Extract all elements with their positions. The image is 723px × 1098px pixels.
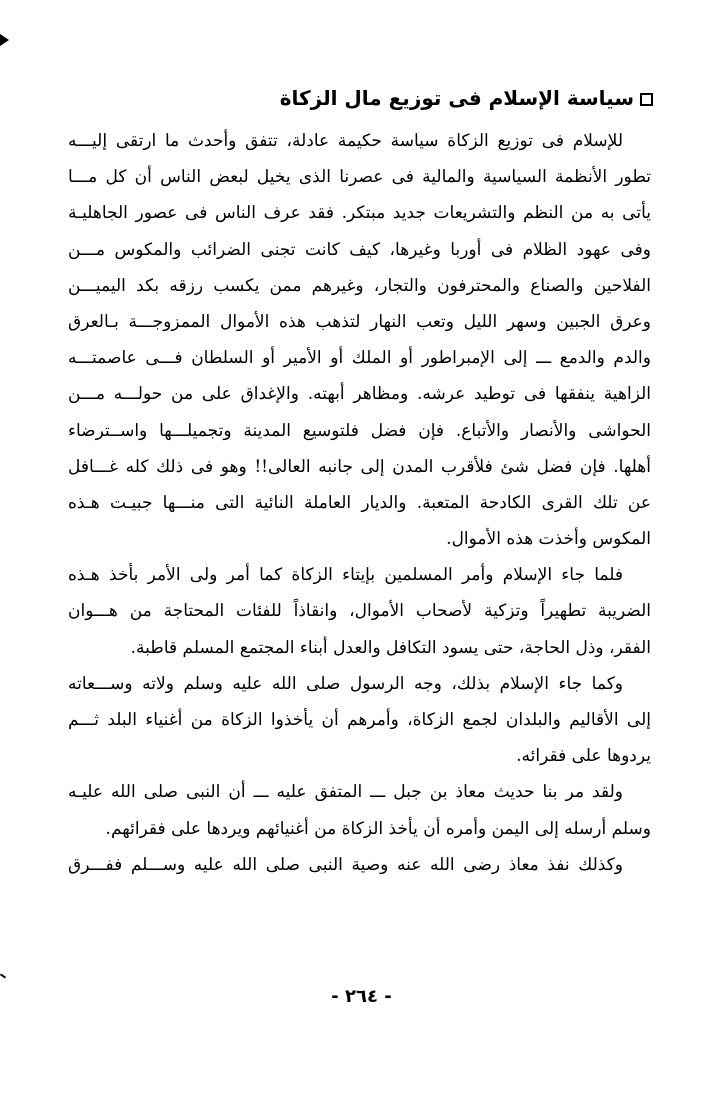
text-line: والدم والدمع ـــ إلى الإمبراطور أو الملك أو الأمير أو السلطان فـــى عاصمتـــه	[68, 348, 651, 369]
text-line: يأتى به من النظم والتشريعات جديد مبتكر. فقد عرف الناس فى عصور الجاهليـة	[68, 203, 651, 224]
text-line: تطور الأنظمة السياسية والمالية فى عصرنا الذى يخيل لبعض الناس أن كل مـــا	[68, 167, 651, 188]
text-line: أهلها. فإن فضل شئ فلأقرب المدن إلى جانبه العالى!! وهو فى ذلك كله غـــافل	[68, 456, 651, 477]
text-line: عن تلك القرى الكادحة المتعبة. والديار العاملة النائية التى منـــها جبيـت هـذه	[68, 492, 651, 513]
text-line: للإسلام فى توزيع الزكاة سياسة حكيمة عادلة، تتفق وأحدث ما ارتقى إليـــه	[68, 131, 623, 151]
body-text	[68, 123, 651, 883]
text-line: وفى عهود الظلام فى أوربا وغيرها، كيف كانت تجنى الضرائب والمكوس مـــن	[68, 239, 651, 260]
paragraph	[68, 557, 651, 666]
text-line: وعرق الجبين وسهر الليل وتعب النهار لتذهب هذه الأموال الممزوجـــة بـالعرق	[68, 311, 651, 332]
square-bullet-icon	[640, 93, 653, 106]
text-line: ولقد مر بنا حديث معاذ بن جبل ـــ المتفق عليه ـــ أن النبى صلى الله عليـه	[68, 782, 623, 803]
text-line: الضريبة تطهيراً وتزكية لأصحاب الأموال، وانقاذاً للفئات المحتاجة من هـــوان	[68, 601, 651, 622]
text-line: وكذلك نفذ معاذ رضى الله عنه وصية النبى صلى الله عليه وســـلم ففـــرق	[68, 854, 623, 875]
page-edge-arrow-icon	[0, 34, 9, 46]
text-line: إلى الأقاليم والبلدان لجمع الزكاة، وأمرهم أن يأخذوا الزكاة من أغنياء البلد ثـــم	[68, 710, 651, 730]
page-number: - ٢٦٤ -	[331, 986, 392, 1007]
text-line: وسلم أرسله إلى اليمن وأمره أن يأخذ الزكاة من أغنيائهم ويردها على فقرائهم.	[105, 818, 651, 839]
text-line: وكما جاء الإسلام بذلك، وجه الرسول صلى الله عليه وسلم ولاته وســـعاته	[68, 673, 623, 694]
text-line: الزاهية ينفقها فى توطيد عرشه. ومظاهر أبهته. والإغداق على من حولـــه مـــن	[68, 384, 651, 405]
section-heading	[70, 84, 653, 112]
text-line: المكوس وأخذت هذه الأموال.	[446, 529, 651, 550]
text-line: الفلاحين والصناع والمحترفون والتجار، وغيرهم ممن يكسب رزقه بكد اليميـــن	[68, 275, 651, 296]
paragraph	[68, 123, 651, 557]
text-line: الحواشى والأنصار والأتباع. فإن فضل فلتوسيع المدينة وتجميلـــها واســترضاء	[68, 420, 651, 441]
paragraph	[68, 847, 651, 883]
text-line: الفقر، وذل الحاجة، حتى يسود التكافل والعدل أبناء المجتمع المسلم قاطبة.	[130, 637, 651, 658]
text-line: فلما جاء الإسلام وأمر المسلمين بإيتاء الزكاة كما أمر ولى الأمر بأخذ هـذه	[68, 565, 623, 586]
section-heading-text: سياسة الإسلام فى توزيع مال الزكاة	[279, 86, 634, 110]
page-edge-tick-mark	[0, 973, 6, 978]
paragraph	[68, 774, 651, 846]
paragraph	[68, 666, 651, 775]
text-line: يردوها على فقرائه.	[516, 746, 651, 767]
